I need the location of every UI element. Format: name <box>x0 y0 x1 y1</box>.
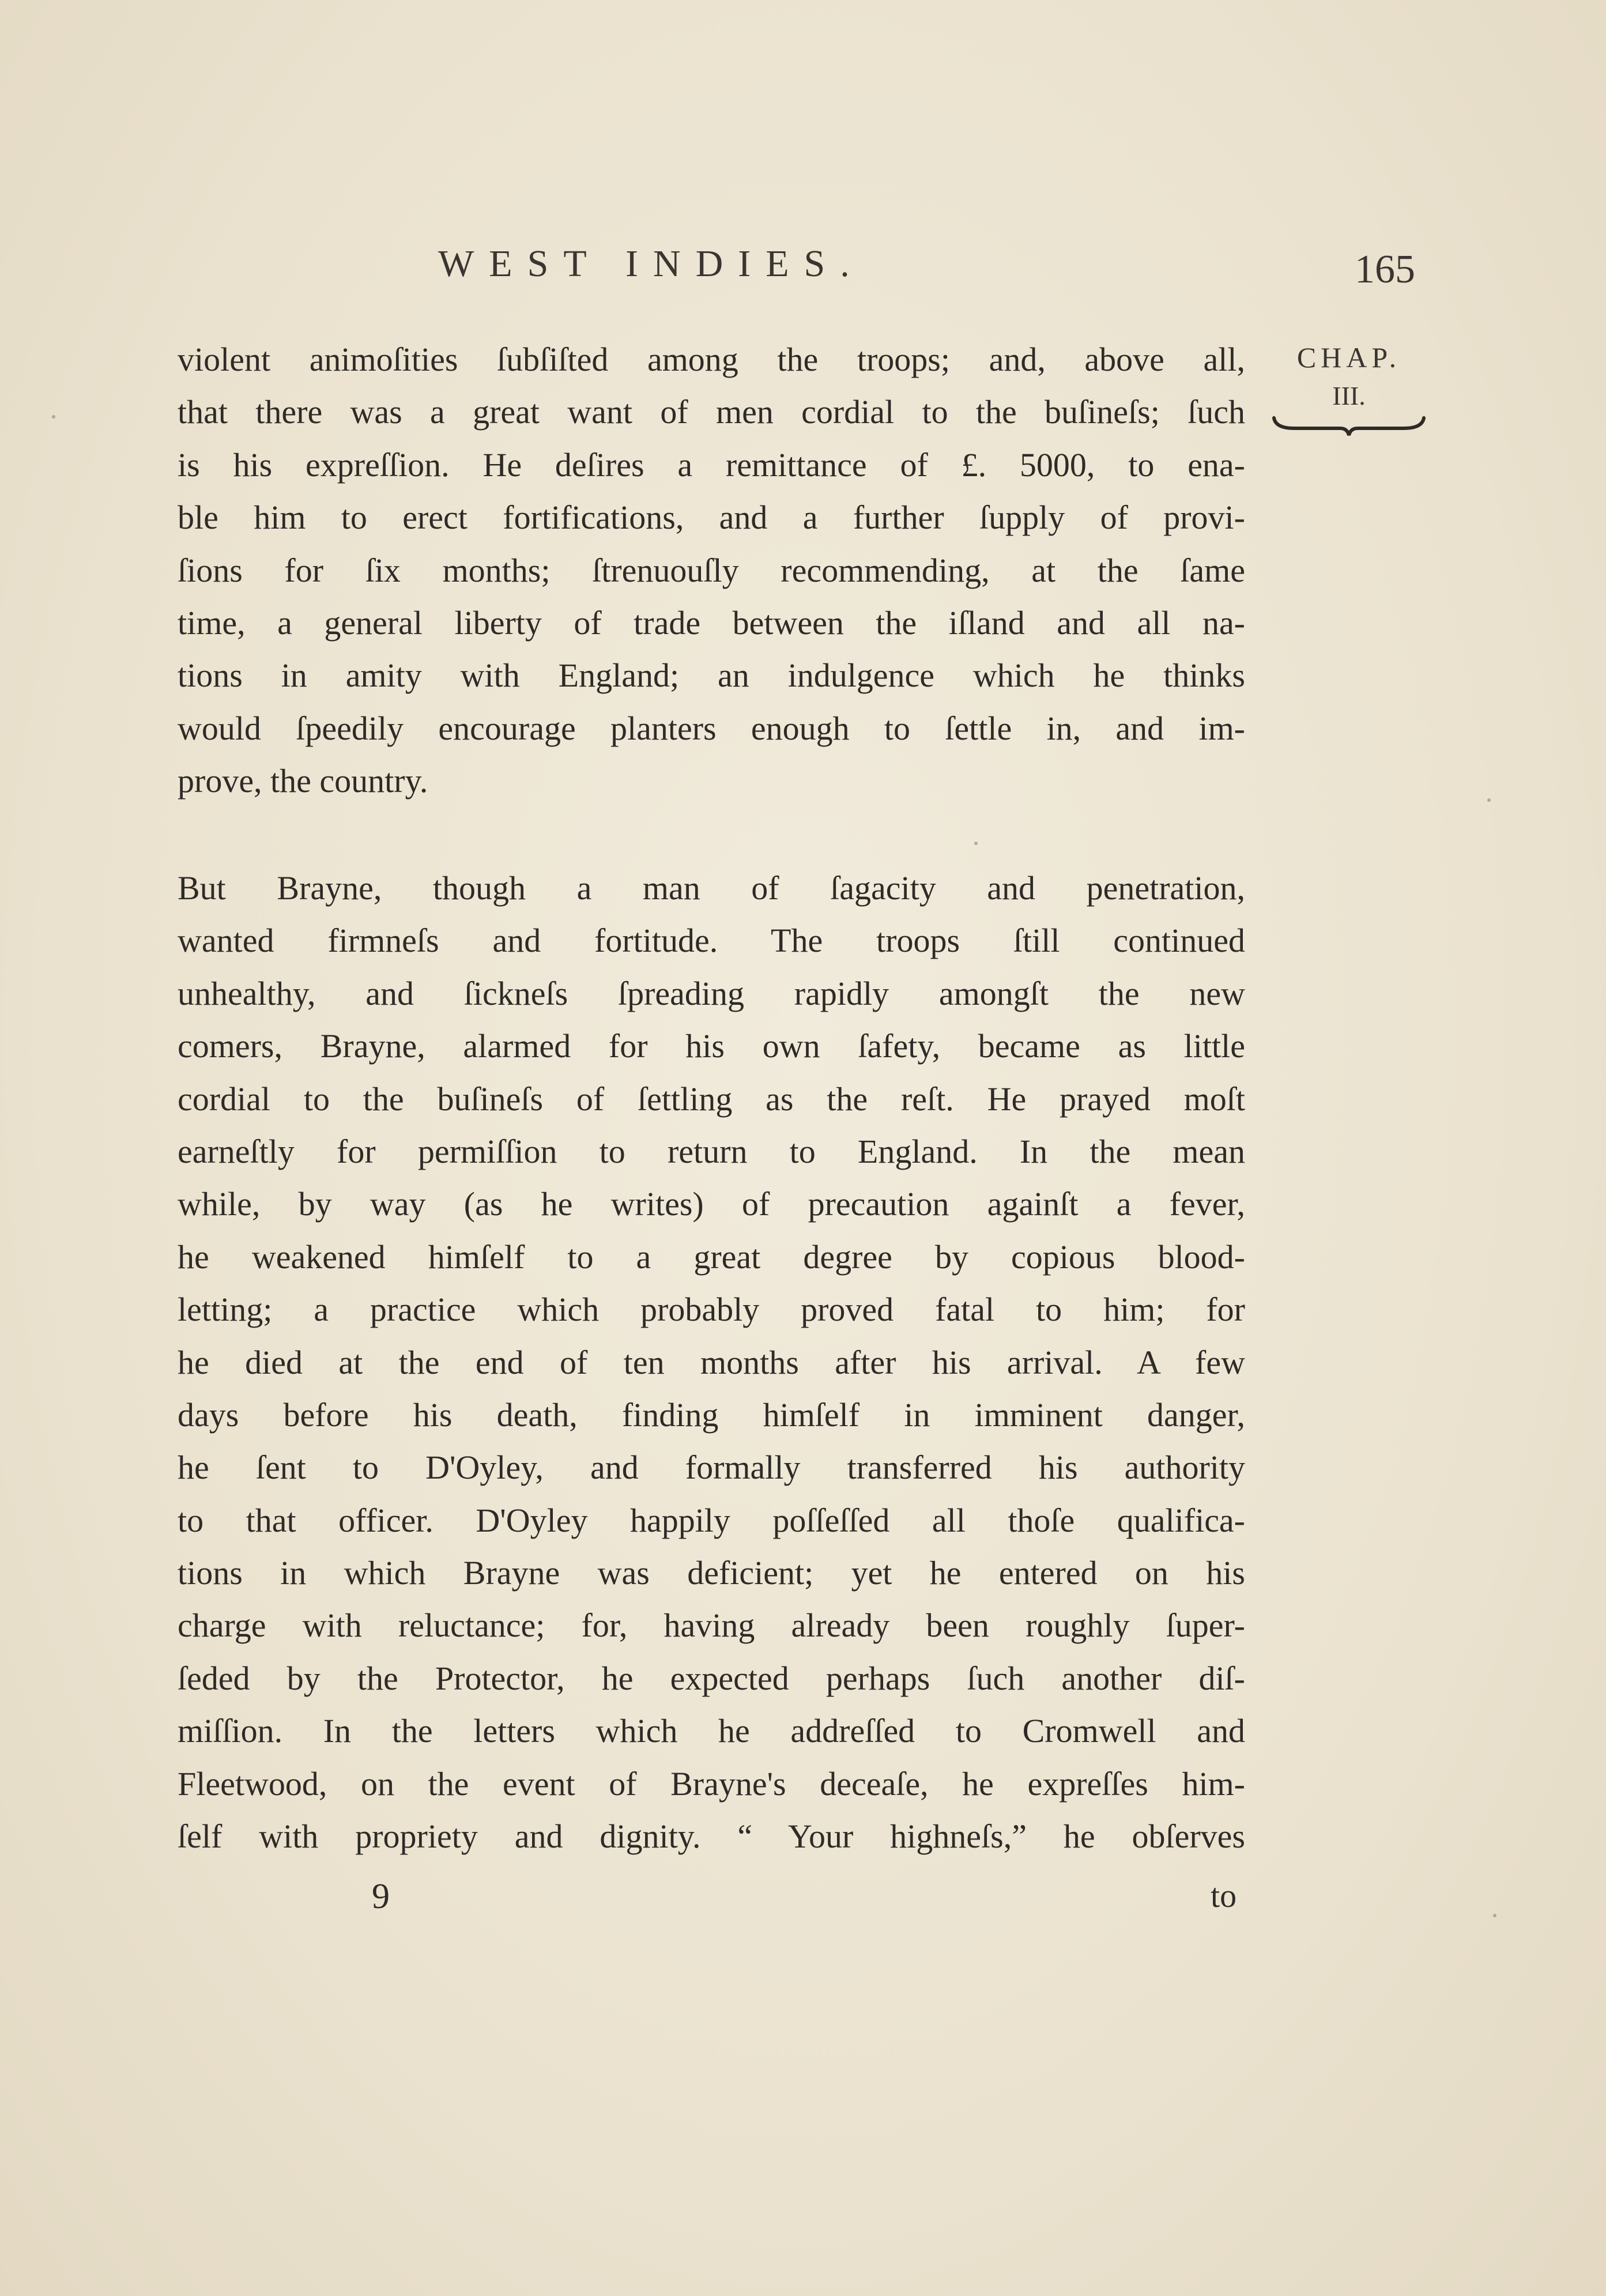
text-line: comers, Brayne, alarmed for his own ſafety, became as little <box>178 1027 1245 1065</box>
text-line: he weakened himſelf to a great degree by copious blood- <box>178 1238 1245 1276</box>
text-line: violent animoſities ſubſiſted among the troops; and, above all, <box>178 341 1245 378</box>
paragraph-1 <box>178 333 1245 808</box>
text-line: would ſpeedily encourage planters enough to ſettle in, and im- <box>178 709 1245 747</box>
chapter-margin-note <box>1262 337 1435 438</box>
text-line: miſſion. In the letters which he addreſſed to Cromwell and <box>178 1712 1245 1750</box>
text-line: wanted firmneſs and fortitude. The troops ſtill continued <box>178 922 1245 960</box>
paragraph-2 <box>178 862 1245 1863</box>
text-line: he ſent to D'Oyley, and formally transferred his authority <box>178 1449 1245 1487</box>
text-line: to that officer. D'Oyley happily poſſeſſed all thoſe qualifica- <box>178 1501 1245 1539</box>
paper-speck <box>1493 1914 1496 1917</box>
text-line: he died at the end of ten months after his arrival. A few <box>178 1343 1245 1381</box>
paper-speck <box>52 415 55 419</box>
text-line: that there was a great want of men cordial to the buſineſs; ſuch <box>178 393 1245 431</box>
text-line: unhealthy, and ſickneſs ſpreading rapidly amongſt the new <box>178 974 1245 1012</box>
text-line: ſelf with propriety and dignity. “ Your highneſs,” he obſerves <box>178 1818 1245 1856</box>
text-line: But Brayne, though a man of ſagacity and penetration, <box>178 869 1245 907</box>
running-title: WEST INDIES. <box>438 243 865 285</box>
text-line: time, a general liberty of trade between the iſland and all na- <box>178 604 1245 642</box>
text-line: tions in amity with England; an indulgence which he thinks <box>178 657 1245 695</box>
chapter-number: III. <box>1332 381 1366 410</box>
chapter-word: CHAP. <box>1296 341 1401 374</box>
page-number: 165 <box>1355 247 1415 292</box>
text-line: while, by way (as he writes) of precaution againſt a fever, <box>178 1185 1245 1223</box>
text-line: is his expreſſion. He deſires a remittance of £. 5000, to ena- <box>178 446 1245 484</box>
text-line: prove, the country. <box>178 762 428 800</box>
text-line: cordial to the buſineſs of ſettling as the reſt. He prayed moſt <box>178 1080 1245 1118</box>
text-line: Fleetwood, on the event of Brayne's deceaſe, he expreſſes him- <box>178 1765 1245 1803</box>
text-line: ſions for ſix months; ſtrenuouſly recommending, at the ſame <box>178 551 1245 589</box>
text-line: letting; a practice which probably proved fatal to him; for <box>178 1291 1245 1329</box>
text-line: earneſtly for permiſſion to return to England. In the mean <box>178 1132 1245 1170</box>
text-line: charge with reluctance; for, having already been roughly ſuper- <box>178 1607 1245 1645</box>
brace-ornament-icon <box>1271 414 1427 438</box>
paper-speck <box>974 842 978 845</box>
signature-mark: 9 <box>372 1877 390 1916</box>
text-line: days before his death, finding himſelf in imminent danger, <box>178 1396 1245 1434</box>
paper-speck <box>1487 798 1491 802</box>
text-line: ſeded by the Protector, he expected perhaps ſuch another diſ- <box>178 1659 1245 1697</box>
text-line: tions in which Brayne was deficient; yet he entered on his <box>178 1554 1245 1592</box>
text-line: ble him to erect fortifications, and a further ſupply of provi- <box>178 499 1245 537</box>
catchword: to <box>1211 1877 1237 1914</box>
